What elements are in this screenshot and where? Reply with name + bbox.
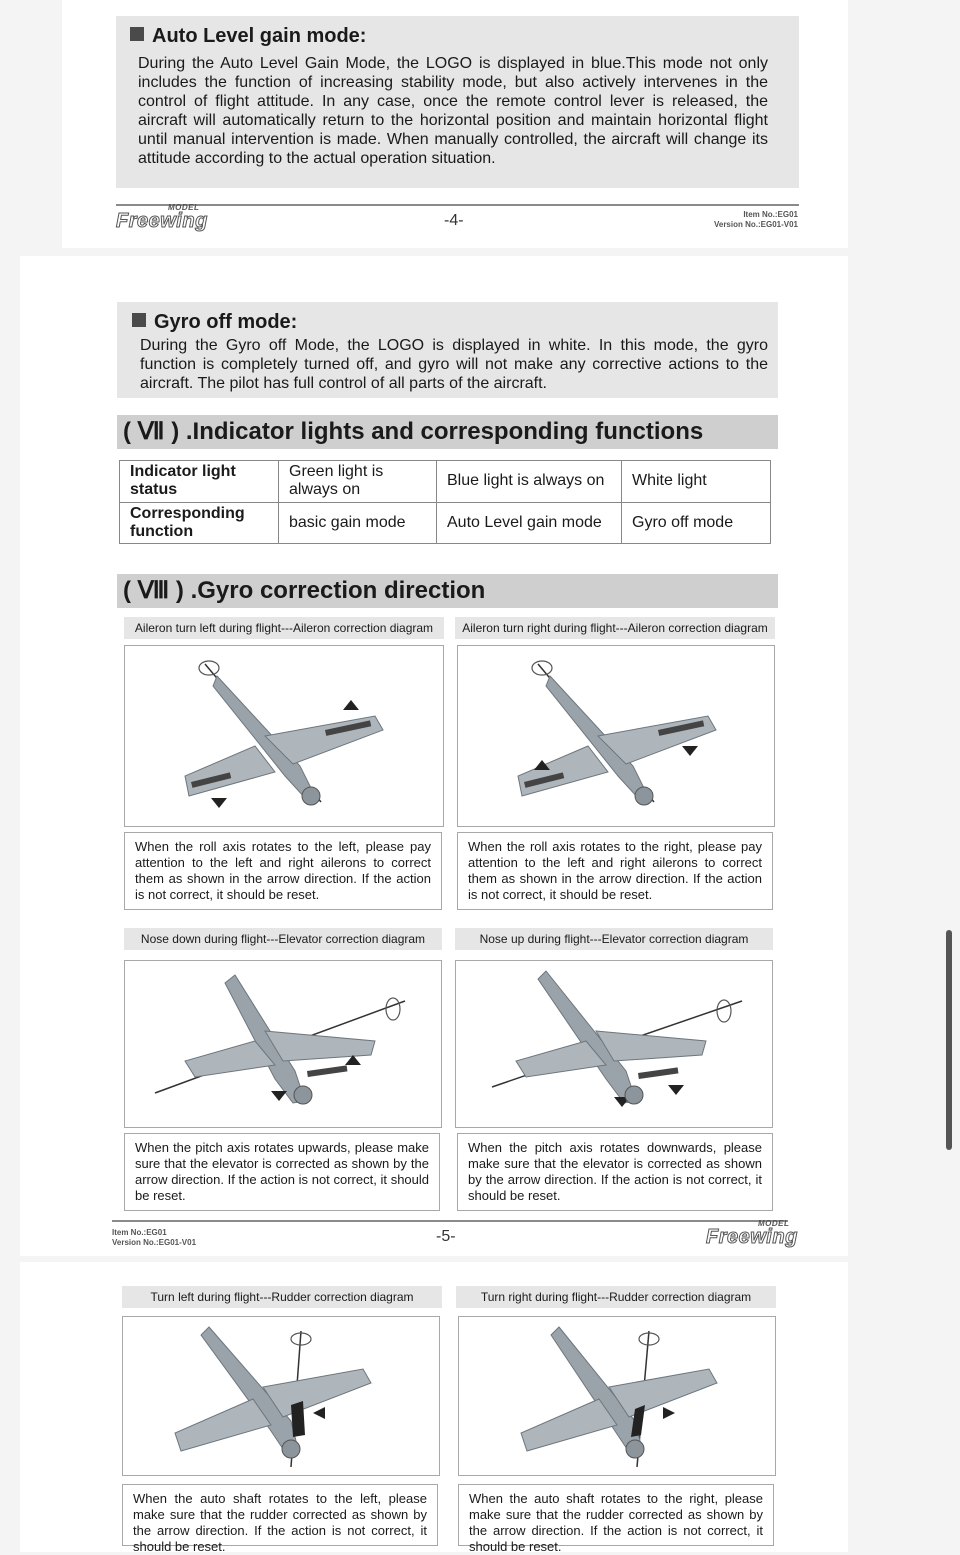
aircraft-illustration (459, 1317, 775, 1475)
section-7-heading: ( Ⅶ ) .Indicator lights and corresponding functions (117, 415, 778, 449)
aircraft-illustration (456, 961, 772, 1127)
scrollbar-thumb[interactable] (946, 930, 952, 1150)
auto-level-text: During the Auto Level Gain Mode, the LOGO is displayed in blue.This mode not only includes the function of increasing stability mode, but also actively intervenes in the control of flight attitude. In any case, once the remote control lever is released, the aircraft will automatically return to the horizontal position and maintain horizontal flight until manual intervention is made. When manually controlled, the aircraft will change its attitude according to the actual operation situation. (138, 55, 768, 167)
gyro-off-title-text: Gyro off mode: (154, 311, 298, 333)
diagram-caption: Turn right during flight---Rudder correction diagram (456, 1286, 776, 1308)
page-number: -5- (436, 1228, 456, 1245)
table-cell: Indicator light status (120, 461, 279, 503)
page-number: -4- (444, 212, 464, 229)
square-bullet-icon (132, 313, 146, 327)
table-cell: Green light is always on (279, 461, 437, 503)
rudder-left-diagram (122, 1316, 440, 1476)
table-cell: Blue light is always on (437, 461, 622, 503)
table-row (120, 461, 771, 503)
aircraft-illustration (125, 961, 441, 1127)
aileron-right-diagram (457, 645, 775, 827)
freewing-logo (116, 203, 208, 233)
diagram-caption: Aileron turn left during flight---Aileron correction diagram (124, 617, 444, 639)
page-4-footer-line (116, 204, 799, 206)
diagram-description: When the auto shaft rotates to the right, please make sure that the rudder corrected as shown by the arrow direction. If the action is not correct, it should be reset. (458, 1484, 774, 1546)
auto-level-title (130, 25, 366, 48)
logo-text: Freewing (706, 1226, 798, 1248)
diagram-caption: Nose up during flight---Elevator correction diagram (455, 928, 773, 950)
aileron-left-diagram (124, 645, 444, 827)
gyro-off-title (132, 311, 297, 334)
diagram-caption: Aileron turn right during flight---Aileron correction diagram (455, 617, 775, 639)
table-cell: White light (622, 461, 771, 503)
diagram-description: When the pitch axis rotates upwards, please make sure that the elevator is corrected as shown by the arrow direction. If the action is not correct, it should be reset. (124, 1133, 440, 1211)
table-cell: basic gain mode (279, 502, 437, 544)
diagram-caption: Nose down during flight---Elevator correction diagram (124, 928, 442, 950)
diagram-description: When the roll axis rotates to the right, please pay attention to the left and right ailerons to correct them as shown in the arrow direction. If the action is not correct, it should be reset. (457, 832, 773, 910)
gyro-off-text: During the Gyro off Mode, the LOGO is displayed in white. In this mode, the gyro function is completely turned off, and gyro will not make any corrective actions to the aircraft. The pilot has full control of all parts of the aircraft. (140, 337, 768, 392)
auto-level-title-text: Auto Level gain mode: (152, 25, 367, 47)
logo-text: Freewing (116, 210, 208, 232)
aircraft-illustration (123, 1317, 439, 1475)
diagram-description: When the roll axis rotates to the left, please pay attention to the left and right ailerons to correct them as shown in the arrow direction. If the action is not correct, it should be reset. (124, 832, 442, 910)
item-meta (112, 1228, 232, 1248)
rudder-right-diagram (458, 1316, 776, 1476)
item-no: Item No.:EG01 (112, 1228, 167, 1237)
indicator-table (119, 460, 771, 544)
section-8-heading: ( Ⅷ ) .Gyro correction direction (117, 574, 778, 608)
square-bullet-icon (130, 27, 144, 41)
elevator-nose-up-diagram (455, 960, 773, 1128)
version-no: Version No.:EG01-V01 (112, 1238, 197, 1247)
item-meta (690, 210, 798, 230)
logo-model-text: MODEL (168, 203, 200, 212)
freewing-logo (706, 1219, 798, 1249)
version-no: Version No.:EG01-V01 (713, 220, 798, 229)
elevator-nose-down-diagram (124, 960, 442, 1128)
aircraft-illustration (458, 646, 774, 826)
logo-model-text: MODEL (758, 1219, 790, 1228)
table-cell: Auto Level gain mode (437, 502, 622, 544)
aircraft-illustration (125, 646, 443, 826)
diagram-description: When the pitch axis rotates downwards, please make sure that the elevator is corrected as shown by the arrow direction. If the action is not correct, it should be reset. (457, 1133, 773, 1211)
table-cell: Corresponding function (120, 502, 279, 544)
item-no: Item No.:EG01 (743, 210, 798, 219)
diagram-description: When the auto shaft rotates to the left, please make sure that the rudder corrected as shown by the arrow direction. If the action is not correct, it should be reset. (122, 1484, 438, 1546)
diagram-caption: Turn left during flight---Rudder correction diagram (122, 1286, 442, 1308)
table-cell: Gyro off mode (622, 502, 771, 544)
page-5-footer-line (112, 1220, 788, 1222)
table-row (120, 502, 771, 544)
